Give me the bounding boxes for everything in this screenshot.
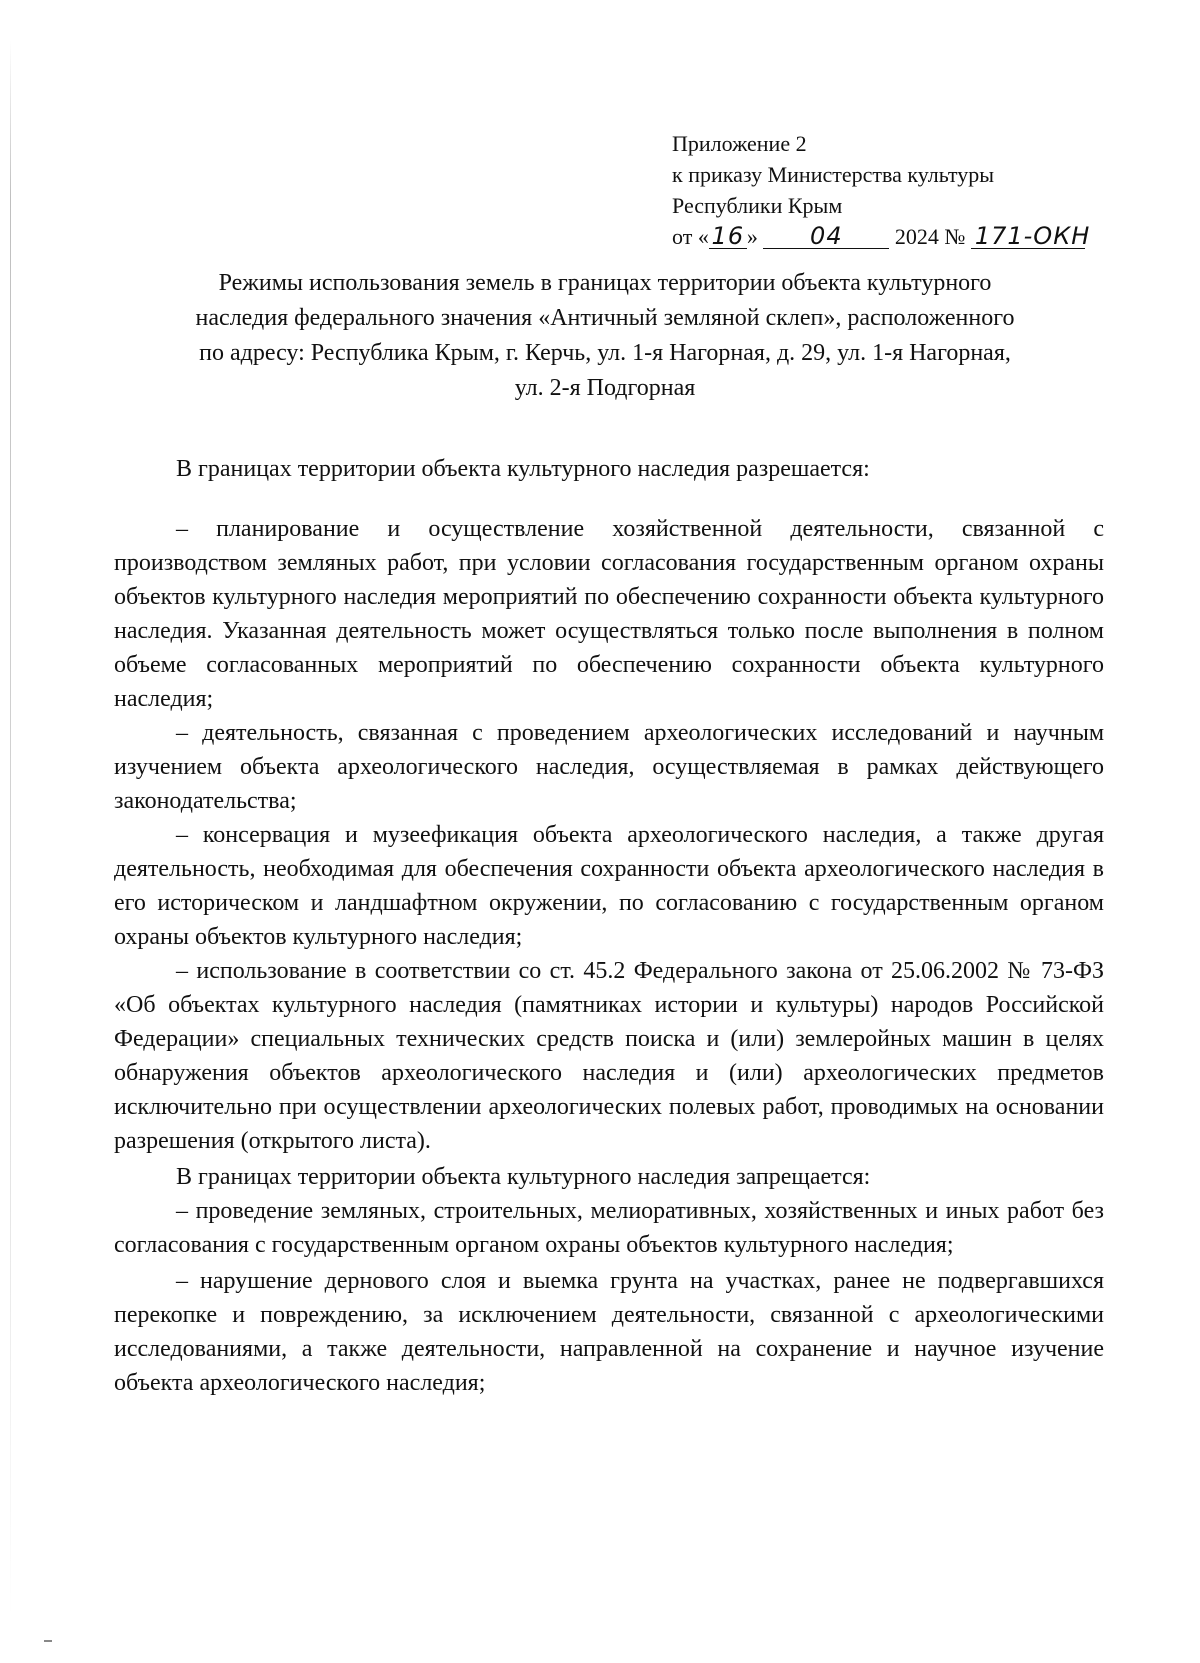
date-mid: » xyxy=(746,224,758,249)
prohibited-heading: В границах территории объекта культурного наследия запрещается: xyxy=(176,1164,871,1190)
date-prefix: от « xyxy=(672,224,709,249)
handwritten-day: 16 xyxy=(709,224,747,249)
attachment-order-ref: к приказу Министерства культуры xyxy=(672,162,995,187)
title-line-4: ул. 2-я Подгорная xyxy=(514,375,696,401)
allowed-item-4: – использование в соответствии со ст. 45.2 Федерального закона от 25.06.2002 № 73-ФЗ «Об объектах культурного наследия (памятниках истории и культуры) народов Российской Федерации» специальных технических средств поиска и (или) землеройных машин в целях обнаружения объектов археологического наследия и (или) археологических предметов исключительно при осуществлении археологических полевых работ, проводимых на основании разрешения (открытого листа). xyxy=(114,958,1104,1154)
handwritten-order-number: 171-ОКН xyxy=(971,224,1085,249)
prohibited-item-2: – нарушение дернового слоя и выемка грунта на участках, ранее не подвергавшихся перекопке и повреждению, за исключением деятельности, связанной с археологическими исследованиями, а также деятельности, направленной на сохранение и научное изучение объекта археологического наследия; xyxy=(114,1268,1104,1396)
prohibited-item-1: – проведение земляных, строительных, мелиоративных, хозяйственных и иных работ без согласования с государственным органом охраны объектов культурного наследия; xyxy=(114,1198,1104,1258)
scan-edge-line xyxy=(10,40,11,1620)
attachment-republic: Республики Крым xyxy=(672,193,843,218)
title-line-1: Режимы использования земель в границах территории объекта культурного xyxy=(218,270,992,296)
handwritten-month: 04 xyxy=(763,224,889,249)
year-and-number-label: 2024 № xyxy=(894,224,966,249)
scan-artifact xyxy=(44,1640,52,1642)
allowed-item-2: – деятельность, связанная с проведением археологических исследований и научным изучением объекта археологического наследия, осуществляемая в рамках действующего законодательства; xyxy=(114,720,1104,814)
attachment-block xyxy=(672,128,1112,252)
document-title xyxy=(110,266,1100,406)
attachment-title: Приложение 2 xyxy=(672,131,807,156)
allowed-heading: В границах территории объекта культурного наследия разрешается: xyxy=(176,456,870,482)
title-line-3: по адресу: Республика Крым, г. Керчь, ул. 1-я Нагорная, д. 29, ул. 1-я Нагорная, xyxy=(199,340,1011,366)
allowed-item-3: – консервация и музеефикация объекта археологического наследия, а также другая деятельность, необходимая для обеспечения сохранности объекта археологического наследия в его историческом и ландшафтном окружении, по согласованию с государственным органом охраны объектов культурного наследия; xyxy=(114,822,1104,950)
attachment-date-line xyxy=(672,221,1112,252)
document-body xyxy=(114,452,1104,1400)
title-line-2: наследия федерального значения «Античный земляной склеп», расположенного xyxy=(195,305,1015,331)
allowed-item-1: – планирование и осуществление хозяйственной деятельности, связанной с производством земляных работ, при условии согласования государственным органом охраны объектов культурного наследия мероприятий по обеспечению сохранности объекта культурного наследия. Указанная деятельность может осуществляться только после выполнения в полном объеме согласованных мероприятий по обеспечению сохранности объекта культурного наследия; xyxy=(114,516,1104,712)
